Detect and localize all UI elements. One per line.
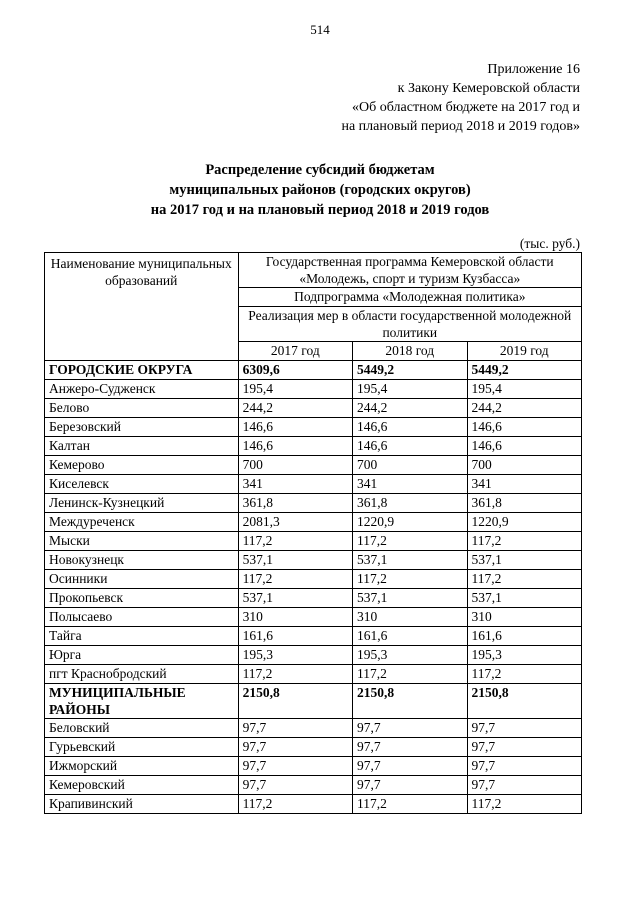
- subsidy-value-cell: 117,2: [467, 665, 582, 684]
- subsidy-value-cell: 146,6: [353, 418, 467, 437]
- subsidy-value-cell: 97,7: [238, 738, 352, 757]
- table-row: [45, 532, 582, 551]
- table-row: [45, 570, 582, 589]
- units-label: (тыс. руб.): [519, 236, 580, 251]
- municipality-name-cell: Белово: [45, 399, 239, 418]
- subsidy-value-cell: 146,6: [467, 418, 582, 437]
- program-header: Государственная программа Кемеровской области «Молодежь, спорт и туризм Кузбасса»: [238, 253, 581, 288]
- table-row: [45, 361, 582, 380]
- subsidy-value-cell: 195,3: [238, 646, 352, 665]
- table-row: [45, 494, 582, 513]
- table-row: [45, 399, 582, 418]
- subsidy-value-cell: 537,1: [238, 589, 352, 608]
- table-row: [45, 380, 582, 399]
- subsidy-value-cell: 537,1: [353, 551, 467, 570]
- table-row: [45, 608, 582, 627]
- subsidy-value-cell: 195,4: [467, 380, 582, 399]
- year-header-2018: 2018 год: [353, 342, 467, 361]
- year-header-2017: 2017 год: [238, 342, 352, 361]
- subsidy-value-cell: 97,7: [353, 757, 467, 776]
- subsidy-value-cell: 117,2: [467, 570, 582, 589]
- municipality-name-cell: Полысаево: [45, 608, 239, 627]
- title-line: на 2017 год и на плановый период 2018 и 2019 годов: [150, 202, 490, 218]
- municipality-name-cell: Новокузнецк: [45, 551, 239, 570]
- subsidy-value-cell: 117,2: [353, 795, 467, 814]
- subsidy-value-cell: 5449,2: [353, 361, 467, 380]
- subsidy-value-cell: 146,6: [238, 437, 352, 456]
- title-line: муниципальных районов (городских округов): [169, 182, 471, 198]
- appendix-line: к Закону Кемеровской области: [397, 81, 580, 96]
- subsidy-value-cell: 97,7: [467, 757, 582, 776]
- subsidy-value-cell: 161,6: [467, 627, 582, 646]
- subsidy-value-cell: 700: [353, 456, 467, 475]
- subsidy-value-cell: 310: [353, 608, 467, 627]
- page-number: 514: [310, 22, 330, 37]
- municipality-name-cell: Осинники: [45, 570, 239, 589]
- subsidy-value-cell: 537,1: [238, 551, 352, 570]
- subsidy-value-cell: 117,2: [238, 532, 352, 551]
- municipality-name-cell: Калтан: [45, 437, 239, 456]
- table-row: [45, 418, 582, 437]
- subsidy-value-cell: 2150,8: [353, 684, 467, 719]
- subsidy-value-cell: 361,8: [238, 494, 352, 513]
- subsidy-value-cell: 97,7: [353, 738, 467, 757]
- subsidy-value-cell: 117,2: [353, 570, 467, 589]
- table-row: [45, 795, 582, 814]
- subsidy-value-cell: 117,2: [467, 532, 582, 551]
- municipality-name-cell: Юрга: [45, 646, 239, 665]
- municipality-name-cell: Беловский: [45, 719, 239, 738]
- municipality-name-cell: Кемерово: [45, 456, 239, 475]
- subsidy-value-cell: 537,1: [467, 589, 582, 608]
- municipality-name-cell: Ижморский: [45, 757, 239, 776]
- subsidy-value-cell: 195,3: [467, 646, 582, 665]
- subsidy-value-cell: 97,7: [238, 776, 352, 795]
- subsidy-value-cell: 195,4: [353, 380, 467, 399]
- appendix-line: на плановый период 2018 и 2019 годов»: [341, 119, 580, 134]
- subsidy-value-cell: 146,6: [238, 418, 352, 437]
- subsidy-value-cell: 117,2: [353, 532, 467, 551]
- subsidy-value-cell: 1220,9: [353, 513, 467, 532]
- subsidy-value-cell: 161,6: [353, 627, 467, 646]
- subsidy-value-cell: 310: [467, 608, 582, 627]
- subsidy-value-cell: 6309,6: [238, 361, 352, 380]
- title-line: Распределение субсидий бюджетам: [205, 162, 435, 178]
- subsidy-value-cell: 341: [353, 475, 467, 494]
- subsidy-value-cell: 537,1: [467, 551, 582, 570]
- appendix-line: Приложение 16: [487, 62, 580, 77]
- subsidy-value-cell: 117,2: [467, 795, 582, 814]
- subsidy-value-cell: 310: [238, 608, 352, 627]
- subsidy-value-cell: 97,7: [467, 738, 582, 757]
- subprogram-header: Подпрограмма «Молодежная политика»: [238, 288, 581, 307]
- subsidy-value-cell: 97,7: [467, 776, 582, 795]
- table-row: [45, 513, 582, 532]
- municipality-name-cell: Ленинск-Кузнецкий: [45, 494, 239, 513]
- subsidy-value-cell: 361,8: [467, 494, 582, 513]
- table-row: [45, 757, 582, 776]
- subsidy-value-cell: 5449,2: [467, 361, 582, 380]
- table-row: [45, 475, 582, 494]
- municipality-name-cell: Кемеровский: [45, 776, 239, 795]
- table-row: [45, 551, 582, 570]
- municipality-name-cell: Крапивинский: [45, 795, 239, 814]
- municipality-name-cell: Тайга: [45, 627, 239, 646]
- table-header-row: [45, 253, 582, 288]
- municipality-name-cell: Гурьевский: [45, 738, 239, 757]
- table-row: [45, 738, 582, 757]
- subsidy-value-cell: 117,2: [353, 665, 467, 684]
- table-row: [45, 437, 582, 456]
- municipality-name-cell: пгт Краснобродский: [45, 665, 239, 684]
- subsidy-value-cell: 537,1: [353, 589, 467, 608]
- table-row: [45, 776, 582, 795]
- subsidy-value-cell: 195,4: [238, 380, 352, 399]
- table-row: [45, 456, 582, 475]
- subsidy-value-cell: 2150,8: [238, 684, 352, 719]
- subsidy-value-cell: 244,2: [467, 399, 582, 418]
- subsidy-value-cell: 117,2: [238, 795, 352, 814]
- subsidy-value-cell: 146,6: [353, 437, 467, 456]
- municipality-name-cell: МУНИЦИПАЛЬНЫЕ РАЙОНЫ: [45, 684, 239, 719]
- municipality-name-cell: Междуреченск: [45, 513, 239, 532]
- subsidy-value-cell: 97,7: [353, 776, 467, 795]
- subsidy-value-cell: 361,8: [353, 494, 467, 513]
- table-row: [45, 665, 582, 684]
- subsidy-value-cell: 97,7: [238, 719, 352, 738]
- subsidy-value-cell: 244,2: [353, 399, 467, 418]
- subsidy-value-cell: 117,2: [238, 665, 352, 684]
- name-column-header: Наименование муниципальных образований: [45, 253, 239, 361]
- subsidy-value-cell: 700: [238, 456, 352, 475]
- municipality-name-cell: Киселевск: [45, 475, 239, 494]
- subsidy-value-cell: 2081,3: [238, 513, 352, 532]
- subsidy-value-cell: 195,3: [353, 646, 467, 665]
- subsidy-value-cell: 97,7: [467, 719, 582, 738]
- subsidy-value-cell: 341: [238, 475, 352, 494]
- table-row: [45, 627, 582, 646]
- municipality-name-cell: Мыски: [45, 532, 239, 551]
- municipality-name-cell: ГОРОДСКИЕ ОКРУГА: [45, 361, 239, 380]
- municipality-name-cell: Прокопьевск: [45, 589, 239, 608]
- subsidy-table: [44, 252, 582, 814]
- municipality-name-cell: Березовский: [45, 418, 239, 437]
- table-row: [45, 684, 582, 719]
- table-row: [45, 646, 582, 665]
- subsidy-value-cell: 117,2: [238, 570, 352, 589]
- year-header-2019: 2019 год: [467, 342, 582, 361]
- subsidy-value-cell: 161,6: [238, 627, 352, 646]
- subsidy-value-cell: 244,2: [238, 399, 352, 418]
- document-title: [0, 160, 640, 220]
- subsidy-value-cell: 700: [467, 456, 582, 475]
- table-row: [45, 589, 582, 608]
- subsidy-value-cell: 2150,8: [467, 684, 582, 719]
- subsidy-value-cell: 341: [467, 475, 582, 494]
- appendix-line: «Об областном бюджете на 2017 год и: [352, 100, 580, 115]
- subsidy-value-cell: 97,7: [238, 757, 352, 776]
- municipality-name-cell: Анжеро-Судженск: [45, 380, 239, 399]
- subsidy-value-cell: 1220,9: [467, 513, 582, 532]
- table-row: [45, 719, 582, 738]
- subsidy-value-cell: 146,6: [467, 437, 582, 456]
- subsidy-value-cell: 97,7: [353, 719, 467, 738]
- appendix-block: [341, 60, 580, 136]
- measure-header: Реализация мер в области государственной молодежной политики: [238, 307, 581, 342]
